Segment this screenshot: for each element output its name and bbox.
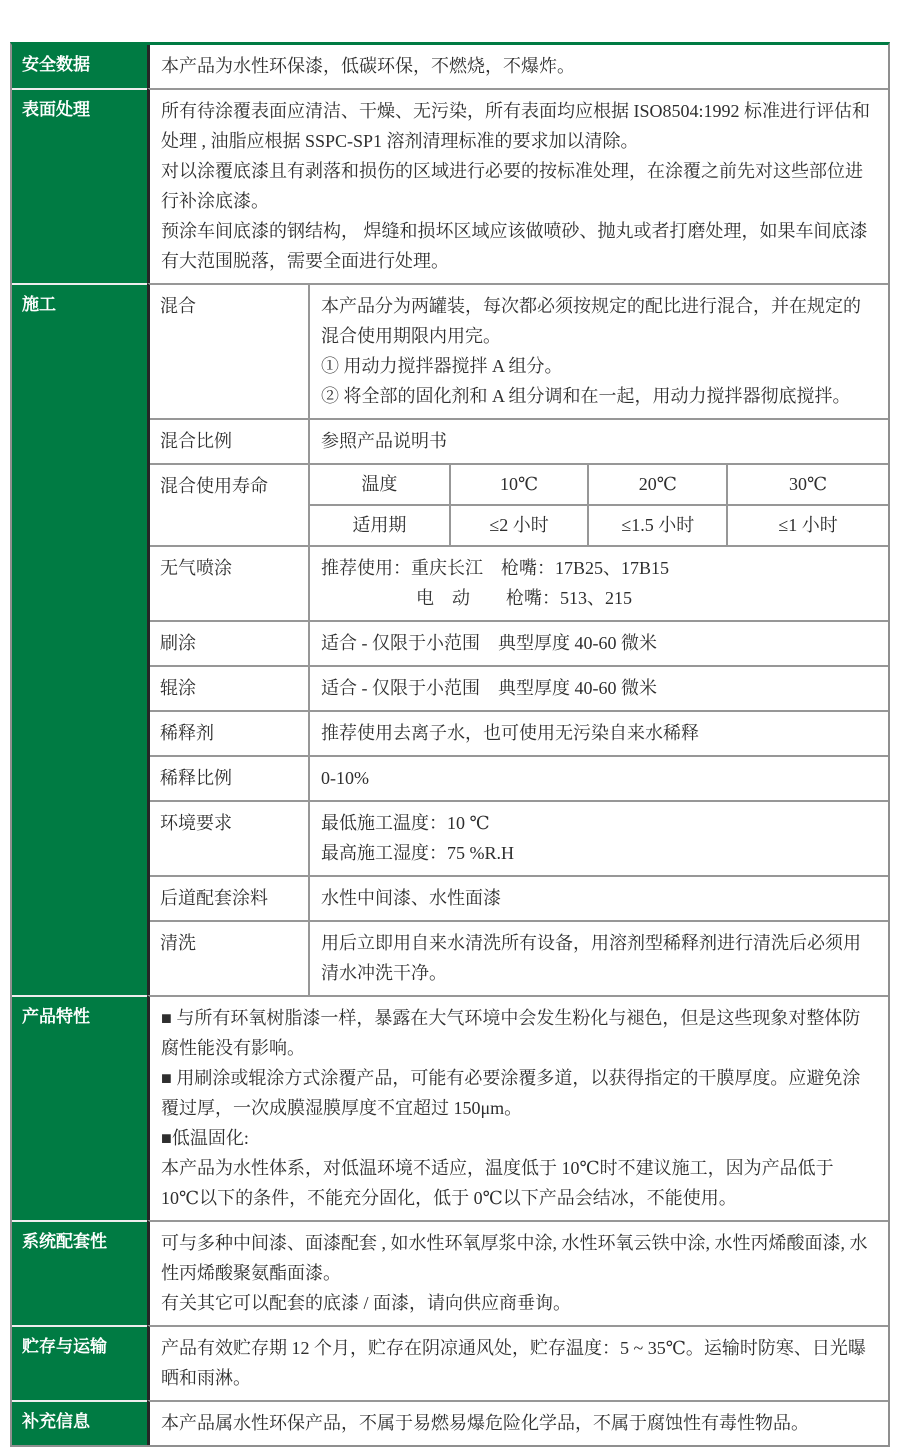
subrow-content-roller [308,667,888,710]
paragraph: 推荐使用：重庆长江 枪嘴：17B25、17B15 [321,558,670,578]
product-datasheet-table [10,42,890,1447]
pot-life-value-cell: 适用期 [310,504,449,545]
subrow-content-thinner [308,712,888,755]
section-storage-transport [12,1325,888,1400]
subrow-content-thinning-ratio [308,757,888,800]
paragraph: 最高施工湿度：75 %R.H [321,843,514,863]
subrow-content-mix-ratio [308,420,888,463]
section-label-safety-data: 安全数据 [12,45,147,88]
subrow-content-subsequent-coats [308,877,888,920]
subrow-environment [150,800,888,875]
subrow-content-environment [308,802,888,875]
subrow-label-thinner: 稀释剂 [160,723,214,743]
section-content-product-characteristics [147,995,888,1220]
subrow-thinning-ratio [150,755,888,800]
section-label-product-characteristics: 产品特性 [12,995,147,1220]
subrow-label-pot-life: 混合使用寿命 [160,476,268,496]
section-content-storage-transport [147,1325,888,1400]
paragraph: 本产品为水性体系，对低温环境不适应，温度低于 10℃时不建议施工，因为产品低于 10℃以下的条件，不能充分固化，低于 0℃以下产品会结冰，不能使用。 [161,1158,834,1208]
section-surface-preparation [12,88,888,283]
section-label-storage-transport: 贮存与运输 [12,1325,147,1400]
subrow-content-cleaning [308,922,888,995]
subrow-label-mix-ratio: 混合比例 [160,431,232,451]
section-label-system-compatibility: 系统配套性 [12,1220,147,1325]
paragraph: 本产品属水性环保产品，不属于易燃易爆危险化学品，不属于腐蚀性有毒性物品。 [161,1413,809,1433]
paragraph: 本产品分为两罐装，每次都必须按规定的配比进行混合，并在规定的混合使用期限内用完。 [321,296,861,346]
subrow-pot-life [150,463,888,545]
subrow-thinner [150,710,888,755]
subrow-mix-ratio [150,418,888,463]
section-product-characteristics [12,995,888,1220]
subrow-label-brush: 刷涂 [160,633,196,653]
subrow-content-mixing [308,285,888,418]
section-content-additional-info [147,1400,888,1445]
paragraph: 适合 - 仅限于小范围 典型厚度 40-60 微米 [321,678,657,698]
paragraph: ■ 与所有环氧树脂漆一样，暴露在大气环境中会发生粉化与褪色，但是这些现象对整体防腐性能没有影响。 [161,1008,861,1058]
paragraph: 最低施工温度：10 ℃ [321,813,490,833]
pot-life-value-cell: ≤1 小时 [726,504,888,545]
paragraph: 0-10% [321,768,369,788]
section-content-system-compatibility [147,1220,888,1325]
paragraph: 产品有效贮存期 12 个月，贮存在阴凉通风处，贮存温度：5 ~ 35℃。运输时防寒、日光曝晒和雨淋。 [161,1338,866,1388]
subrow-brush [150,620,888,665]
section-content-application [147,283,888,995]
subrow-label-thinning-ratio: 稀释比例 [160,768,232,788]
paragraph: 适合 - 仅限于小范围 典型厚度 40-60 微米 [321,633,657,653]
paragraph: 推荐使用去离子水，也可使用无污染自来水稀释 [321,723,699,743]
subrow-airless-spray [150,545,888,620]
pot-life-value-cell: ≤2 小时 [449,504,588,545]
section-label-surface-preparation: 表面处理 [12,88,147,283]
paragraph: 所有待涂覆表面应清洁、干燥、无污染，所有表面均应根据 ISO8504:1992 标准进行评估和处理 , 油脂应根据 SSPC-SP1 溶剂清理标准的要求加以清除。 [161,101,871,151]
pot-life-header-cell: 温度 [361,474,398,494]
pot-life-header-cell: 30℃ [726,465,888,504]
paragraph: 用后立即用自来水清洗所有设备，用溶剂型稀释剂进行清洗后必须用清水冲洗干净。 [321,933,861,983]
subrow-mixing [150,285,888,418]
paragraph: 有关其它可以配套的底漆 / 面漆，请向供应商垂询。 [161,1293,571,1313]
subrow-label-airless-spray: 无气喷涂 [160,558,232,578]
subrow-label-mixing: 混合 [160,296,196,316]
subrow-cleaning [150,920,888,995]
subrow-label-environment: 环境要求 [160,813,232,833]
subrow-label-subsequent-coats: 后道配套涂料 [160,888,268,908]
paragraph: 可与多种中间漆、面漆配套 , 如水性环氧厚浆中涂, 水性环氧云铁中涂, 水性丙烯酸面漆, 水性丙烯酸聚氨酯面漆。 [161,1233,868,1283]
paragraph: 本产品为水性环保漆，低碳环保，不燃烧，不爆炸。 [161,56,575,76]
section-system-compatibility [12,1220,888,1325]
paragraph: 电 动 枪嘴：513、215 [416,588,632,608]
section-safety-data [12,45,888,88]
paragraph: 水性中间漆、水性面漆 [321,888,501,908]
paragraph: ■低温固化: [161,1128,249,1148]
subrow-roller [150,665,888,710]
subrow-subsequent-coats [150,875,888,920]
paragraph: 预涂车间底漆的钢结构， 焊缝和损坏区域应该做喷砂、抛丸或者打磨处理，如果车间底漆有大范围脱落，需要全面进行处理。 [161,221,868,271]
section-content-safety-data [147,45,888,88]
subrow-label-roller: 辊涂 [160,678,196,698]
section-label-application: 施工 [12,283,147,995]
pot-life-header-cell: 20℃ [587,465,726,504]
subrow-content-pot-life [308,465,888,545]
pot-life-header-cell: 10℃ [449,465,588,504]
paragraph: ① 用动力搅拌器搅拌 A 组分。 [321,356,563,376]
section-content-surface-preparation [147,88,888,283]
paragraph: ② 将全部的固化剂和 A 组分调和在一起，用动力搅拌器彻底搅拌。 [321,386,851,406]
subrow-content-airless-spray [308,547,888,620]
pot-life-value-cell: ≤1.5 小时 [587,504,726,545]
section-additional-info [12,1400,888,1445]
subrow-content-brush [308,622,888,665]
section-application [12,283,888,995]
paragraph: ■ 用刷涂或辊涂方式涂覆产品，可能有必要涂覆多道，以获得指定的干膜厚度。应避免涂覆过厚，一次成膜湿膜厚度不宜超过 150μm。 [161,1068,861,1118]
paragraph: 参照产品说明书 [321,431,447,451]
section-label-additional-info: 补充信息 [12,1400,147,1445]
subrow-label-cleaning: 清洗 [160,933,196,953]
paragraph: 对以涂覆底漆且有剥落和损伤的区域进行必要的按标准处理，在涂覆之前先对这些部位进行补涂底漆。 [161,161,863,211]
pot-life-table [310,465,888,545]
